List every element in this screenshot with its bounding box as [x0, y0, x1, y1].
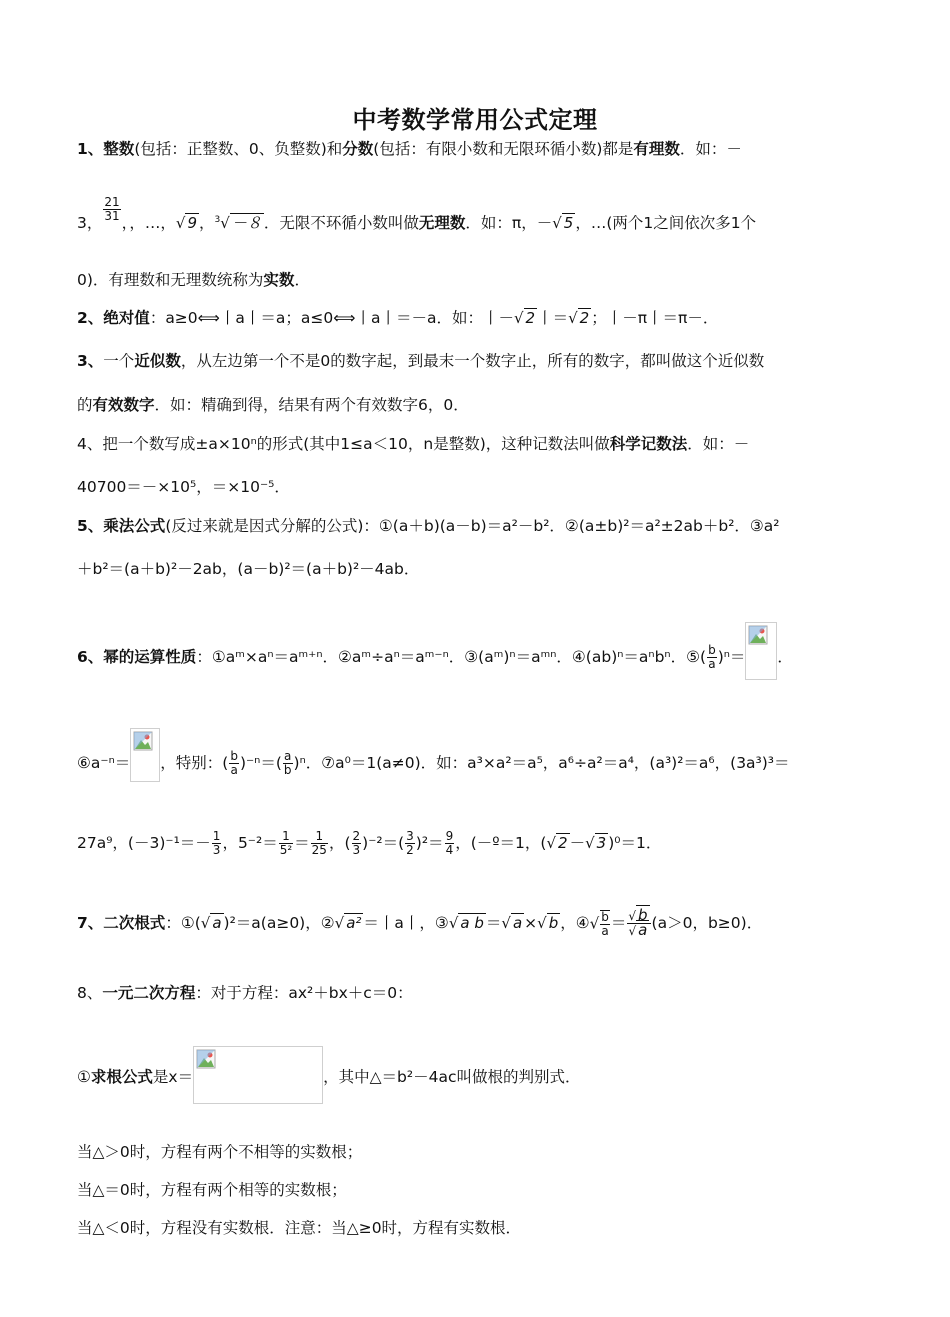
square-root-fraction: √ $\frac{b}{a}$ [589, 909, 609, 938]
fraction [283, 750, 293, 777]
numerator: 21 [104, 195, 120, 209]
text: ．如：π，－ [465, 214, 553, 232]
text: ① [77, 1068, 91, 1086]
broken-image-icon [196, 1049, 216, 1069]
numerator: b [230, 749, 238, 763]
square-root: √ a [200, 914, 222, 932]
formula-text: ＋b²＝(a＋b)²－2ab，(a－b)²＝(a＋b)²－4ab． [77, 560, 420, 578]
square-root: √ 2 [513, 309, 536, 327]
keyword: 实数 [263, 271, 295, 289]
keyword: 乘法公式 [103, 517, 166, 535]
section-1-line-1 [77, 138, 742, 160]
radicand: b [548, 914, 559, 932]
denominator: 3 [212, 843, 221, 857]
formula-text: )²＝a(a≥0)，② [223, 914, 335, 932]
radicand: 3 [596, 834, 607, 852]
radicand: a [212, 914, 222, 932]
section-8-line-1 [77, 982, 413, 1004]
section-number: 3、 [77, 352, 104, 370]
numerator: a [284, 749, 292, 763]
text: 0)．有理数和无理数统称为 [77, 271, 264, 289]
section-number: 8、 [77, 984, 103, 1002]
fraction [212, 830, 222, 857]
section-3-line-1 [77, 350, 764, 372]
radicand: 2 [579, 309, 590, 327]
discriminant-case-3: 当△＜0时，方程没有实数根．注意：当△≥0时，方程有实数根． [77, 1219, 522, 1237]
text: ；丨－π丨＝π－． [591, 309, 719, 327]
section-4-line-2 [77, 476, 290, 498]
formula-text: ，5⁻²＝ [222, 834, 278, 852]
formula-text: 27a⁹，(－3)⁻¹＝－ [77, 834, 211, 852]
numerator: b [601, 909, 609, 924]
radicand: 2 [525, 309, 536, 327]
numerator: 1 [212, 829, 221, 843]
text: ．如：精确到得，结果有两个有效数字6，0． [154, 396, 469, 414]
formula-text: ＝丨a丨，③ [363, 914, 449, 932]
formula-text: ：①aᵐ×aⁿ＝aᵐ⁺ⁿ．②aᵐ÷aⁿ＝aᵐ⁻ⁿ．③(aᵐ)ⁿ＝aᵐⁿ．④(ab)ⁿ＝aⁿbⁿ．⑤( [196, 648, 707, 666]
section-number: 1、 [77, 140, 104, 158]
keyword: 二次根式 [103, 914, 166, 932]
operator: － [569, 834, 586, 852]
numerator: √ b [628, 906, 648, 924]
text: 把一个数写成±a×10ⁿ的形式(其中1≤a＜10，n是整数)，这种记数法叫做 [102, 435, 610, 453]
formula-text: (a＞0，b≥0)． [651, 914, 763, 932]
broken-image-placeholder [193, 1046, 323, 1104]
fraction [707, 644, 717, 671]
text: ．无限不环循小数叫做 [263, 214, 419, 232]
square-root: √ a [501, 914, 523, 932]
denominator: a [230, 763, 238, 777]
text: 的 [77, 396, 93, 414]
text: 丨＝ [537, 309, 569, 327]
section-4-line-1 [77, 433, 749, 455]
keyword: 求根公式 [90, 1068, 153, 1086]
formula-text: )⁰＝1． [608, 834, 662, 852]
formula-text: ，(－º＝1，( [455, 834, 547, 852]
square-root: √ a² [334, 914, 362, 932]
section-6-line-3 [77, 830, 661, 857]
formula-text: (反过来就是因式分解的公式)：①(a＋b)(a－b)＝a²－b²．②(a±b)²＝a²±2ab＋b²．③a² [165, 517, 780, 535]
section-number: 7、 [77, 914, 104, 932]
formula-text: ＝ [485, 914, 502, 932]
formula-text: ：对于方程：ax²＋bx＋c＝0： [195, 984, 413, 1002]
keyword: 科学记数法 [609, 435, 688, 453]
section-8-line-2 [77, 1046, 580, 1104]
formula-text: )⁻²＝( [362, 834, 405, 852]
radicand: －８ [231, 214, 262, 232]
fraction [627, 906, 650, 939]
keyword: 有效数字 [92, 396, 155, 414]
section-1-line-2: 3， $\frac{21}{31}$ ，，…，√ 9 ，$^3$√ －８ ．无限不环循小数叫做无理数．如：π，－√ 5 ，…(两个1之间依次多1个 [77, 195, 757, 232]
numerator: 1 [282, 829, 290, 843]
text: (包括：有限小数和无限环循小数)都是 [373, 140, 634, 158]
fraction [405, 830, 415, 857]
text: ．如：－ [687, 435, 750, 453]
formula-text: ：①( [165, 914, 201, 932]
broken-image-placeholder [130, 728, 160, 782]
square-root: √ 3 [585, 834, 607, 852]
fraction [600, 910, 610, 938]
operator: × [524, 914, 538, 932]
section-2-line-1 [77, 307, 718, 329]
formula-text: )ⁿ＝ [717, 648, 746, 666]
denominator: 4 [445, 843, 454, 857]
text: ，…(两个1之间依次多1个 [575, 214, 757, 232]
denominator: b [283, 763, 292, 777]
section-1-line-3 [77, 269, 310, 291]
text: ，特别：( [160, 754, 229, 772]
keyword: 无理数 [418, 214, 466, 232]
radicand: a [638, 921, 648, 939]
fraction [103, 196, 120, 223]
text: 40700＝－×10⁵，＝×10⁻⁵． [77, 478, 290, 496]
radicand: 2 [558, 834, 568, 852]
formula-text: ，( [328, 834, 351, 852]
keyword: 近似数 [134, 352, 181, 370]
keyword: 一元二次方程 [102, 984, 196, 1002]
fraction [311, 830, 328, 857]
radicand: b [638, 906, 648, 924]
section-6-line-2 [77, 728, 790, 782]
text: ．如：－ [679, 140, 742, 158]
section-5-line-1 [77, 515, 780, 537]
numerator: b [708, 643, 716, 657]
denominator: √ a [627, 923, 650, 938]
radicand: a b [460, 914, 484, 932]
numerator: 2 [352, 829, 361, 843]
keyword: 整数 [103, 140, 135, 158]
keyword: 分数 [342, 140, 374, 158]
formula-text: ＝ [610, 914, 627, 932]
formula-text: ，④ [560, 914, 590, 932]
section-7-line-1 [77, 906, 763, 939]
cube-root: $^3$√ －８ [214, 214, 262, 232]
numerator: 9 [445, 829, 454, 843]
radicand: a [512, 914, 523, 932]
formula-text: ，其中△＝b²－4ac叫做根的判别式． [323, 1068, 581, 1086]
square-root: √ 9 [175, 214, 198, 232]
keyword: 有理数 [633, 140, 680, 158]
radicand: 5 [563, 214, 574, 232]
broken-image-icon [748, 625, 768, 645]
numerator: 3 [406, 829, 414, 843]
fraction [352, 830, 362, 857]
denominator: 25 [311, 843, 327, 857]
section-6-line-1 [77, 622, 793, 680]
text: ，，…， [121, 214, 176, 232]
numerator: 1 [315, 829, 324, 843]
formula-text: )ⁿ．⑦a⁰＝1(a≠0)．如：a³×a²＝a⁵，a⁶÷a²＝a⁴，(a³)²＝a⁶，(3a³)³＝ [293, 754, 790, 772]
radicand: a² [346, 914, 362, 932]
section-number: 5、 [77, 517, 104, 535]
text: ，从左边第一个不是0的数字起，到最末一个数字止，所有的数字，都叫做这个近似数 [180, 352, 765, 370]
text: ． [294, 271, 310, 289]
text: 一个 [103, 352, 135, 370]
discriminant-case-1: 当△＞0时，方程有两个不相等的实数根； [77, 1143, 363, 1161]
square-root: √ b [537, 914, 559, 932]
formula-text: )²＝ [415, 834, 444, 852]
fraction [279, 830, 293, 857]
fraction [229, 750, 239, 777]
section-number: 4、 [77, 435, 103, 453]
section-3-line-2 [77, 394, 469, 416]
formula-text: 是x＝ [152, 1068, 194, 1086]
denominator: 5² [279, 843, 293, 857]
discriminant-case-2: 当△＝0时，方程有两个相等的实数根； [77, 1181, 347, 1199]
keyword: 幂的运算性质 [103, 648, 197, 666]
page-title: 中考数学常用公式定理 [352, 106, 598, 134]
broken-image-icon [133, 731, 153, 751]
section-number: 2、 [77, 309, 104, 327]
square-root: √ 2 [546, 834, 568, 852]
section-5-line-2 [77, 558, 419, 580]
square-root: √ 2 [568, 309, 590, 327]
denominator: 2 [406, 843, 414, 857]
text: 3， [77, 214, 103, 232]
radicand: 9 [187, 214, 198, 232]
keyword: 绝对值 [103, 309, 150, 327]
denominator: a [708, 657, 716, 671]
text: (包括：正整数、0、负整数)和 [134, 140, 343, 158]
broken-image-placeholder [745, 622, 777, 680]
text: ：a≥0⟺丨a丨＝a；a≤0⟺丨a丨＝－a．如：丨－ [149, 309, 514, 327]
square-root: √ 5 [552, 214, 574, 232]
text: ． [777, 648, 793, 666]
denominator: a [601, 923, 609, 938]
formula-text: )⁻ⁿ＝( [239, 754, 282, 772]
denominator: 31 [104, 209, 120, 223]
fraction [445, 830, 455, 857]
formula-text: ⑥a⁻ⁿ＝ [77, 754, 131, 772]
square-root: √ a b [448, 914, 484, 932]
section-number: 6、 [77, 648, 104, 666]
denominator: 3 [352, 843, 361, 857]
formula-text: ＝ [294, 834, 310, 852]
